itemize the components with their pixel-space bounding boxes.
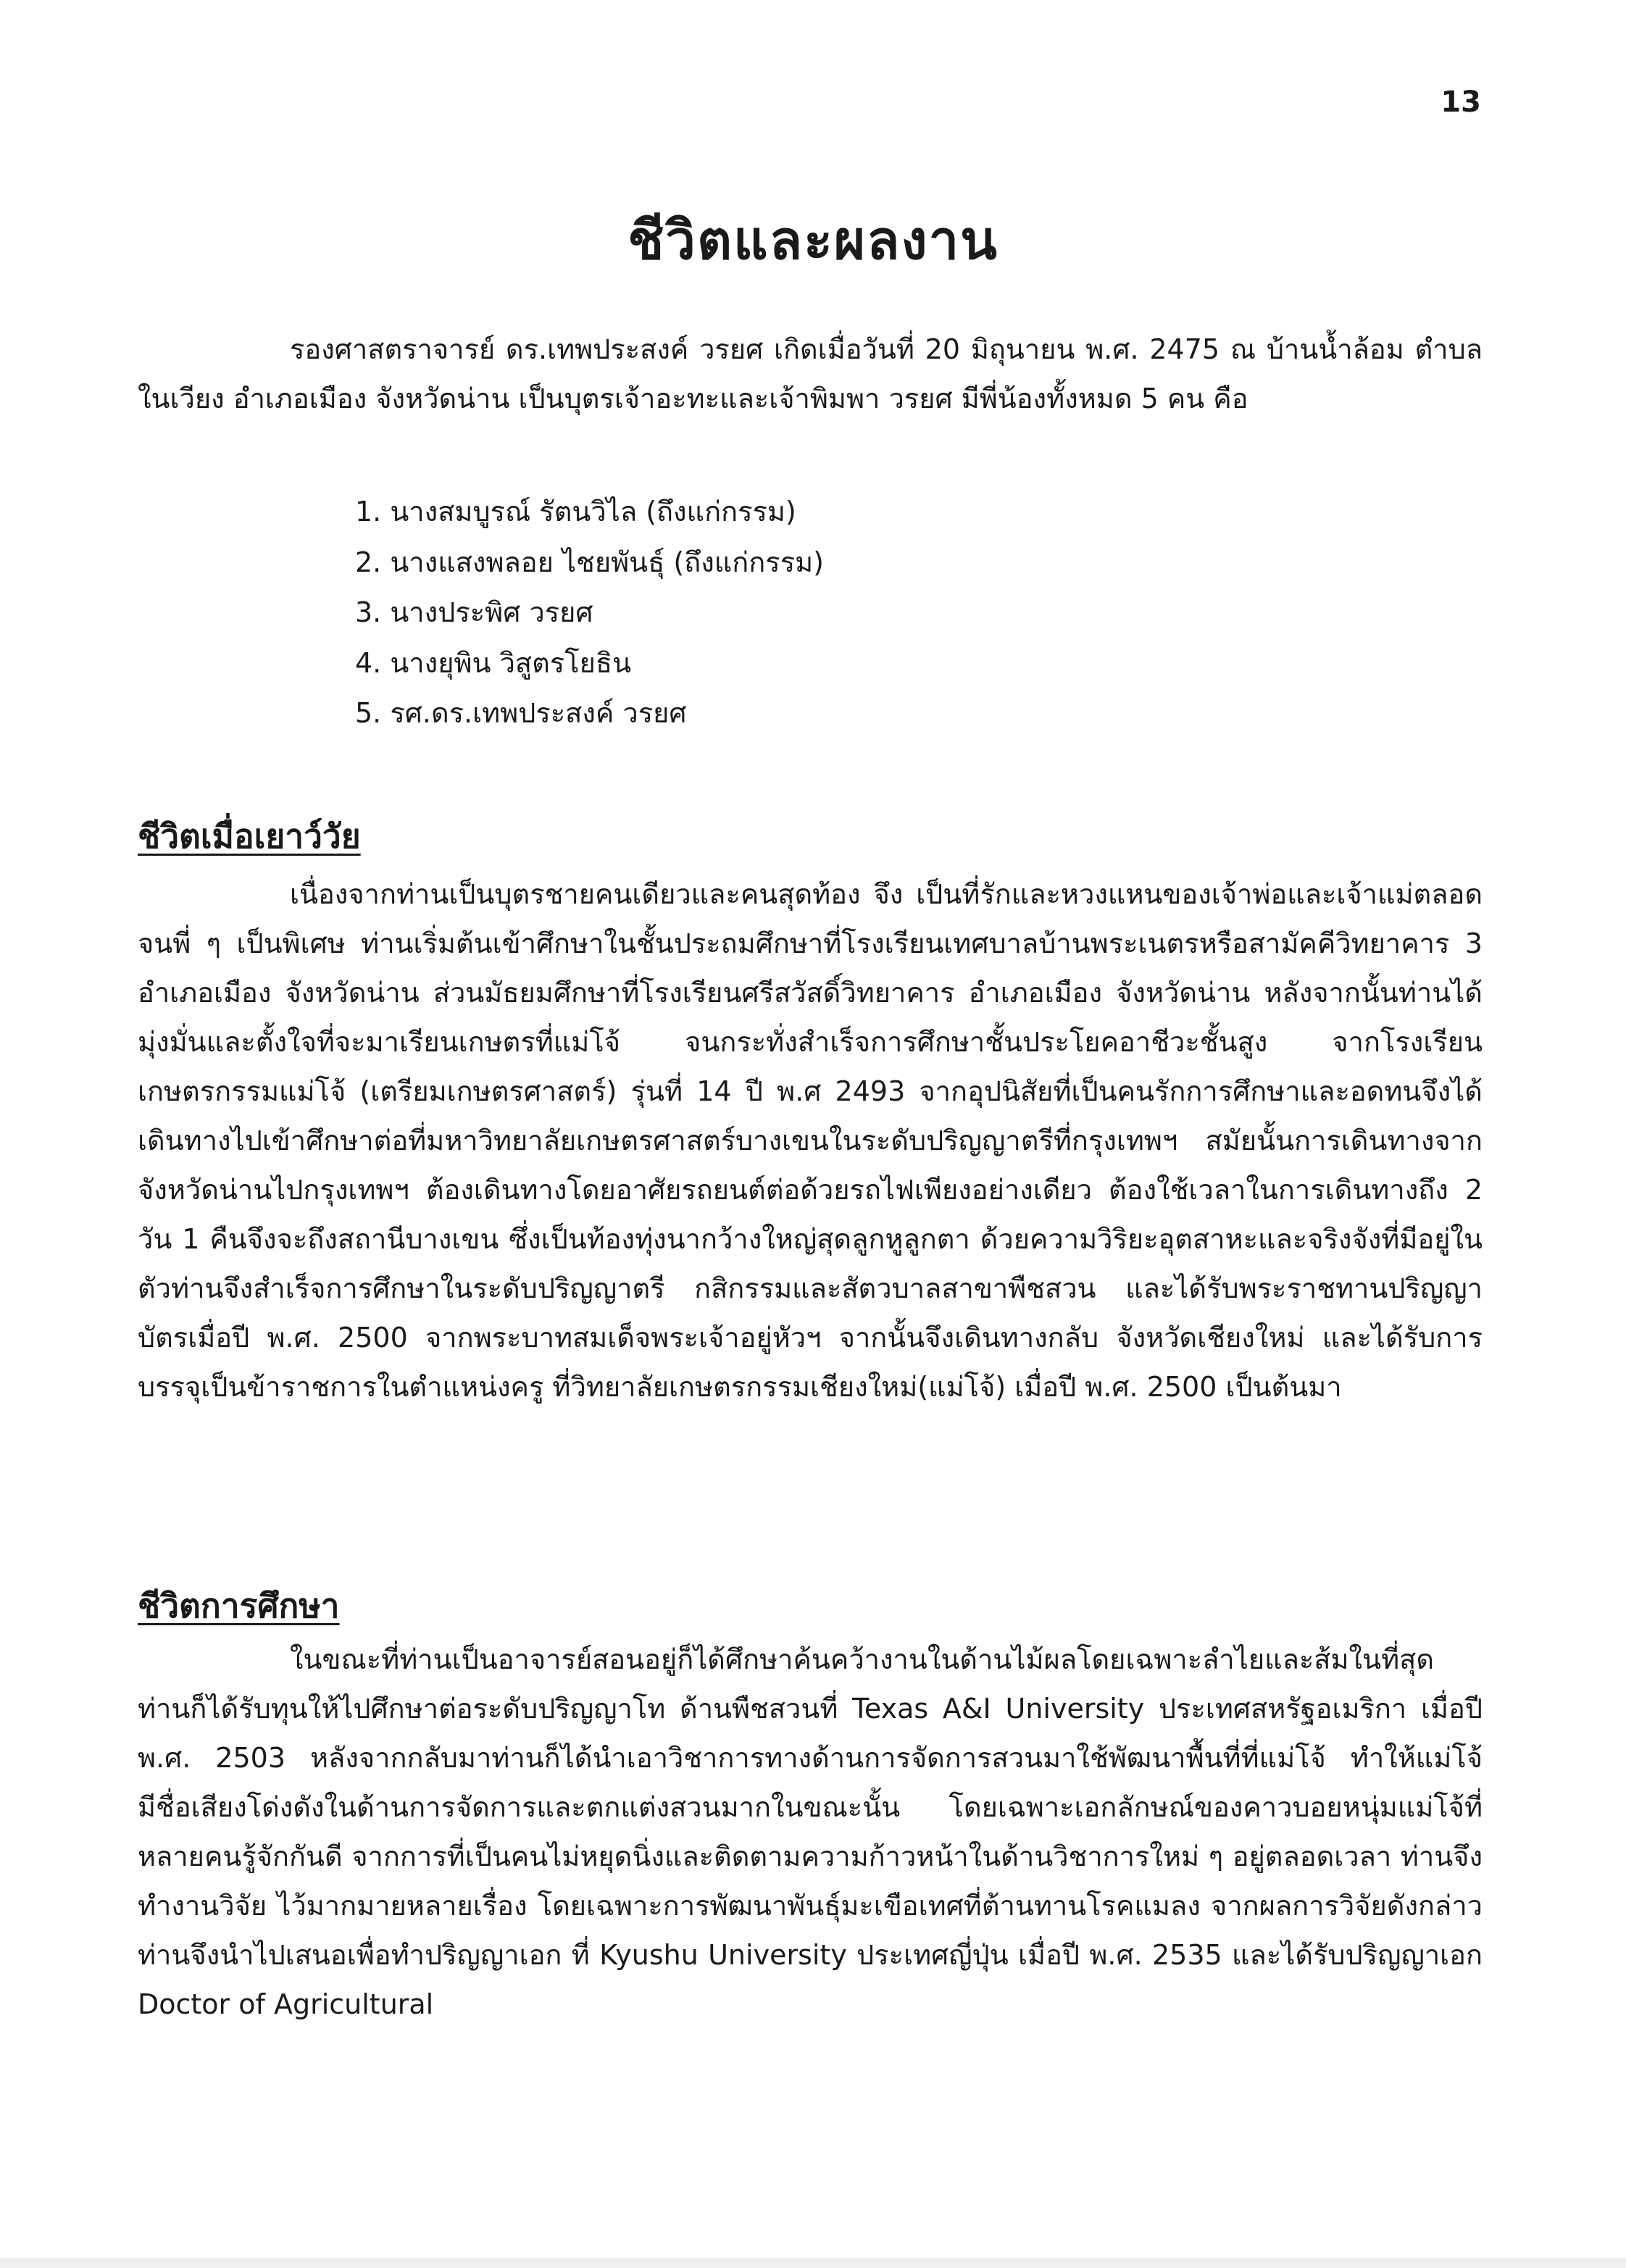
list-item: 5. รศ.ดร.เทพประสงค์ วรยศ bbox=[355, 697, 687, 729]
youth-paragraph: เนื่องจากท่านเป็นบุตรชายคนเดียวและคนสุดท้อง จึง เป็นที่รักและหวงแหนของเจ้าพ่อและเจ้าแม่ตลอดจนพี่ ๆ เป็นพิเศษ ท่านเริ่มต้นเข้าศึกษาในชั้นประถมศึกษาที่โรงเรียนเทศบาลบ้านพระเนตรหรือสามัคคีวิทยาคาร 3 อำเภอเมือง จังหวัดน่าน ส่วนมัธยมศึกษาที่โรงเรียนศรีสวัสดิ์วิทยาคาร อำเภอเมือง จังหวัดน่าน หลังจากนั้นท่านได้มุ่งมั่นและตั้งใจที่จะมาเรียนเกษตรที่แม่โจ้ จนกระทั่งสำเร็จการศึกษาชั้นประโยคอาชีวะชั้นสูง จากโรงเรียนเกษตรกรรมแม่โจ้ (เตรียมเกษตรศาสตร์) รุ่นที่ 14 ปี พ.ศ 2493 จากอุปนิสัยที่เป็นคนรักการศึกษาและอดทนจึงได้เดินทางไปเข้าศึกษาต่อที่มหาวิทยาลัยเกษตรศาสตร์บางเขนในระดับปริญญาตรีที่กรุงเทพฯ สมัยนั้นการเดินทางจากจังหวัดน่านไปกรุงเทพฯ ต้องเดินทางโดยอาศัยรถยนต์ต่อด้วยรถไฟเพียงอย่างเดียว ต้องใช้เวลาในการเดินทางถึง 2 วัน 1 คืนจึงจะถึงสถานีบางเขน ซึ่งเป็นท้องทุ่งนากว้างใหญ่สุดลูกหูลูกตา ด้วยความวิริยะอุตสาหะและจริงจังที่มีอยู่ในตัวท่านจึงสำเร็จการศึกษาในระดับปริญญาตรี กสิกรรมและสัตวบาลสาขาพืชสวน และได้รับพระราชทานปริญญาบัตรเมื่อปี พ.ศ. 2500 จากพระบาทสมเด็จพระเจ้าอยู่หัวฯ จากนั้นจึงเดินทางกลับ จังหวัดเชียงใหม่ และได้รับการบรรจุเป็นข้าราชการในตำแหน่งครู ที่วิทยาลัยเกษตรกรรมเชียงใหม่(แม่โจ้) เมื่อปี พ.ศ. 2500 เป็นต้นมา bbox=[138, 878, 1483, 1403]
youth-section bbox=[138, 870, 1483, 1412]
section-heading-education: ชีวิตการศึกษา bbox=[138, 1586, 340, 1625]
list-item: 2. นางแสงพลอย ไชยพันธุ์ (ถึงแก่กรรม) bbox=[355, 546, 825, 578]
list-item: 4. นางยุพิน วิสูตรโยธิน bbox=[355, 646, 632, 679]
page-title: ชีวิตและผลงาน bbox=[628, 209, 998, 272]
list-item: 3. นางประพิศ วรยศ bbox=[355, 596, 593, 628]
section-heading-youth: ชีวิตเมื่อเยาว์วัย bbox=[138, 817, 361, 856]
intro-paragraph: รองศาสตราจารย์ ดร.เทพประสงค์ วรยศ เกิดเมื่อวันที่ 20 มิถุนายน พ.ศ. 2475 ณ บ้านน้ำล้อม ตำบลในเวียง อำเภอเมือง จังหวัดน่าน เป็นบุตรเจ้าอะทะและเจ้าพิมพา วรยศ มีพี่น้องทั้งหมด 5 คน คือ bbox=[138, 333, 1483, 414]
siblings-list bbox=[355, 487, 824, 739]
scan-edge bbox=[0, 2258, 1626, 2268]
education-section bbox=[138, 1635, 1483, 2029]
intro-section bbox=[138, 325, 1483, 423]
page-number: 13 bbox=[1441, 86, 1481, 119]
education-paragraph: ในขณะที่ท่านเป็นอาจารย์สอนอยู่ก็ได้ศึกษาค้นคว้างานในด้านไม้ผลโดยเฉพาะลำไยและส้มในที่สุดท่านก็ได้รับทุนให้ไปศึกษาต่อระดับปริญญาโท ด้านพืชสวนที่ Texas A&I University ประเทศสหรัฐอเมริกา เมื่อปี พ.ศ. 2503 หลังจากกลับมาท่านก็ได้นำเอาวิชาการทางด้านการจัดการสวนมาใช้พัฒนาพื้นที่ที่แม่โจ้ ทำให้แม่โจ้มีชื่อเสียงโด่งดังในด้านการจัดการและตกแต่งสวนมากในขณะนั้น โดยเฉพาะเอกลักษณ์ของคาวบอยหนุ่มแม่โจ้ที่หลายคนรู้จักกันดี จากการที่เป็นคนไม่หยุดนิ่งและติดตามความก้าวหน้าในด้านวิชาการใหม่ ๆ อยู่ตลอดเวลา ท่านจึงทำงานวิจัย ไว้มากมายหลายเรื่อง โดยเฉพาะการพัฒนาพันธุ์มะเขือเทศที่ต้านทานโรคแมลง จากผลการวิจัยดังกล่าวท่านจึงนำไปเสนอเพื่อทำปริญญาเอก ที่ Kyushu University ประเทศญี่ปุ่น เมื่อปี พ.ศ. 2535 และได้รับปริญญาเอก Doctor of Agricultural bbox=[138, 1643, 1483, 2020]
list-item: 1. นางสมบูรณ์ รัตนวิไล (ถึงแก่กรรม) bbox=[355, 496, 796, 528]
